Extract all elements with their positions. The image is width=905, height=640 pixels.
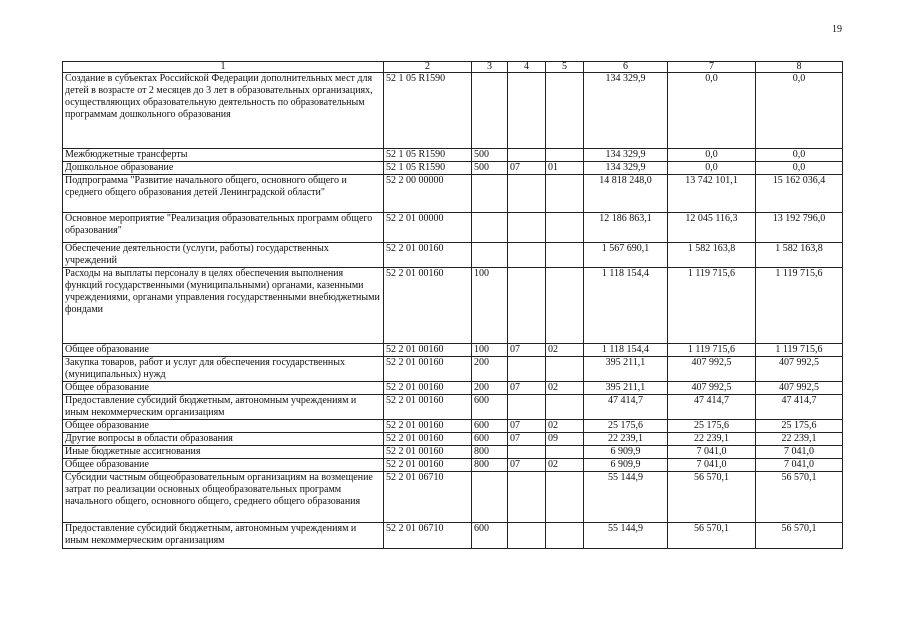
amount-col6-cell: 1 118 154,4 [584, 268, 668, 344]
row-name-cell: Подпрограмма "Развитие начального общего, основного общего и среднего общего образования детей Ленинградской области" [63, 175, 384, 213]
column-header: 8 [756, 62, 843, 73]
amount-col8-cell: 407 992,5 [756, 382, 843, 395]
amount-col8-cell: 13 192 796,0 [756, 213, 843, 243]
amount-col7-cell: 22 239,1 [668, 433, 756, 446]
table-row [63, 162, 843, 175]
table-row [63, 175, 843, 213]
subsection-cell [546, 149, 584, 162]
table-row [63, 433, 843, 446]
row-code-cell: 52 2 01 00160 [384, 268, 472, 344]
section-cell [508, 243, 546, 268]
subsection-cell [546, 243, 584, 268]
table-row [63, 446, 843, 459]
row-name-cell: Межбюджетные трансферты [63, 149, 384, 162]
section-cell [508, 73, 546, 149]
row-name-cell: Обеспечение деятельности (услуги, работы) государственных учреждений [63, 243, 384, 268]
row-name-cell: Закупка товаров, работ и услуг для обеспечения государственных (муниципальных) нужд [63, 357, 384, 382]
amount-col8-cell: 407 992,5 [756, 357, 843, 382]
section-cell [508, 357, 546, 382]
amount-col7-cell: 0,0 [668, 73, 756, 149]
table-row [63, 395, 843, 420]
row-code-cell: 52 2 00 00000 [384, 175, 472, 213]
amount-col8-cell: 56 570,1 [756, 472, 843, 523]
row-name-cell: Общее образование [63, 382, 384, 395]
subsection-cell [546, 268, 584, 344]
row-code-cell: 52 2 01 00160 [384, 357, 472, 382]
amount-col6-cell: 1 118 154,4 [584, 344, 668, 357]
section-cell: 07 [508, 382, 546, 395]
row-name-cell: Иные бюджетные ассигнования [63, 446, 384, 459]
table-row [63, 268, 843, 344]
table-row [63, 243, 843, 268]
column-number-row [63, 62, 843, 73]
expense-type-cell: 800 [472, 446, 508, 459]
amount-col8-cell: 7 041,0 [756, 446, 843, 459]
row-code-cell: 52 2 01 00160 [384, 446, 472, 459]
amount-col7-cell: 7 041,0 [668, 459, 756, 472]
row-name-cell: Общее образование [63, 459, 384, 472]
subsection-cell: 09 [546, 433, 584, 446]
row-name-cell: Другие вопросы в области образования [63, 433, 384, 446]
amount-col6-cell: 12 186 863,1 [584, 213, 668, 243]
budget-table [62, 61, 843, 549]
section-cell: 07 [508, 420, 546, 433]
row-code-cell: 52 2 01 00000 [384, 213, 472, 243]
expense-type-cell: 100 [472, 268, 508, 344]
expense-type-cell: 600 [472, 420, 508, 433]
amount-col8-cell: 47 414,7 [756, 395, 843, 420]
amount-col6-cell: 6 909,9 [584, 446, 668, 459]
subsection-cell: 02 [546, 382, 584, 395]
amount-col8-cell: 1 582 163,8 [756, 243, 843, 268]
section-cell [508, 268, 546, 344]
expense-type-cell [472, 175, 508, 213]
row-code-cell: 52 2 01 00160 [384, 344, 472, 357]
amount-col8-cell: 22 239,1 [756, 433, 843, 446]
subsection-cell: 02 [546, 459, 584, 472]
subsection-cell [546, 523, 584, 549]
amount-col7-cell: 47 414,7 [668, 395, 756, 420]
table-row [63, 149, 843, 162]
subsection-cell: 01 [546, 162, 584, 175]
amount-col7-cell: 407 992,5 [668, 382, 756, 395]
row-code-cell: 52 2 01 00160 [384, 459, 472, 472]
subsection-cell [546, 175, 584, 213]
amount-col7-cell: 7 041,0 [668, 446, 756, 459]
subsection-cell [546, 446, 584, 459]
row-code-cell: 52 1 05 R1590 [384, 73, 472, 149]
amount-col7-cell: 1 119 715,6 [668, 344, 756, 357]
amount-col8-cell: 56 570,1 [756, 523, 843, 549]
row-code-cell: 52 2 01 00160 [384, 395, 472, 420]
table-row [63, 420, 843, 433]
section-cell [508, 149, 546, 162]
amount-col7-cell: 0,0 [668, 149, 756, 162]
table-row [63, 344, 843, 357]
row-name-cell: Субсидии частным общеобразовательным организациям на возмещение затрат по реализации основных общеобразовательных программ начального общего, основного общего, среднего общего образования [63, 472, 384, 523]
amount-col6-cell: 1 567 690,1 [584, 243, 668, 268]
section-cell: 07 [508, 344, 546, 357]
subsection-cell [546, 213, 584, 243]
row-code-cell: 52 2 01 00160 [384, 433, 472, 446]
amount-col8-cell: 0,0 [756, 162, 843, 175]
row-code-cell: 52 2 01 00160 [384, 243, 472, 268]
subsection-cell: 02 [546, 420, 584, 433]
amount-col6-cell: 47 414,7 [584, 395, 668, 420]
expense-type-cell: 600 [472, 523, 508, 549]
table-row [63, 73, 843, 149]
expense-type-cell [472, 472, 508, 523]
column-header: 1 [63, 62, 384, 73]
amount-col7-cell: 56 570,1 [668, 523, 756, 549]
subsection-cell: 02 [546, 344, 584, 357]
subsection-cell [546, 73, 584, 149]
amount-col6-cell: 22 239,1 [584, 433, 668, 446]
amount-col7-cell: 0,0 [668, 162, 756, 175]
section-cell [508, 446, 546, 459]
amount-col6-cell: 25 175,6 [584, 420, 668, 433]
row-code-cell: 52 1 05 R1590 [384, 149, 472, 162]
amount-col6-cell: 6 909,9 [584, 459, 668, 472]
row-name-cell: Основное мероприятие "Реализация образовательных программ общего образования" [63, 213, 384, 243]
amount-col6-cell: 55 144,9 [584, 523, 668, 549]
section-cell: 07 [508, 433, 546, 446]
section-cell [508, 175, 546, 213]
amount-col7-cell: 1 119 715,6 [668, 268, 756, 344]
row-code-cell: 52 2 01 00160 [384, 420, 472, 433]
column-header: 2 [384, 62, 472, 73]
amount-col6-cell: 395 211,1 [584, 357, 668, 382]
expense-type-cell: 500 [472, 162, 508, 175]
subsection-cell [546, 472, 584, 523]
amount-col6-cell: 55 144,9 [584, 472, 668, 523]
subsection-cell [546, 395, 584, 420]
expense-type-cell: 500 [472, 149, 508, 162]
row-name-cell: Предоставление субсидий бюджетным, автономным учреждениям и иным некоммерческим организациям [63, 395, 384, 420]
row-name-cell: Создание в субъектах Российской Федерации дополнительных мест для детей в возрасте от 2 месяцев до 3 лет в образовательных организациях, осуществляющих образовательную деятельность по образовательным программам дошкольного образования [63, 73, 384, 149]
table-row [63, 459, 843, 472]
expense-type-cell: 600 [472, 433, 508, 446]
column-header: 3 [472, 62, 508, 73]
section-cell [508, 395, 546, 420]
column-header: 7 [668, 62, 756, 73]
amount-col8-cell: 15 162 036,4 [756, 175, 843, 213]
table-row [63, 213, 843, 243]
table-row [63, 523, 843, 549]
amount-col7-cell: 56 570,1 [668, 472, 756, 523]
row-name-cell: Предоставление субсидий бюджетным, автономным учреждениям и иным некоммерческим организациям [63, 523, 384, 549]
table-body [63, 62, 843, 549]
subsection-cell [546, 357, 584, 382]
column-header: 5 [546, 62, 584, 73]
amount-col7-cell: 407 992,5 [668, 357, 756, 382]
amount-col6-cell: 134 329,9 [584, 73, 668, 149]
row-name-cell: Расходы на выплаты персоналу в целях обеспечения выполнения функций государственными (муниципальными) органами, казенными учреждениями, органами управления государственными внебюджетными фондами [63, 268, 384, 344]
amount-col8-cell: 25 175,6 [756, 420, 843, 433]
amount-col6-cell: 134 329,9 [584, 162, 668, 175]
row-name-cell: Общее образование [63, 344, 384, 357]
row-code-cell: 52 2 01 06710 [384, 472, 472, 523]
amount-col8-cell: 1 119 715,6 [756, 344, 843, 357]
table-row [63, 382, 843, 395]
expense-type-cell: 200 [472, 382, 508, 395]
expense-type-cell: 200 [472, 357, 508, 382]
column-header: 4 [508, 62, 546, 73]
table-row [63, 357, 843, 382]
table-row [63, 472, 843, 523]
section-cell [508, 213, 546, 243]
section-cell [508, 472, 546, 523]
row-name-cell: Общее образование [63, 420, 384, 433]
section-cell [508, 523, 546, 549]
expense-type-cell: 600 [472, 395, 508, 420]
expense-type-cell: 800 [472, 459, 508, 472]
expense-type-cell [472, 243, 508, 268]
amount-col7-cell: 25 175,6 [668, 420, 756, 433]
amount-col8-cell: 7 041,0 [756, 459, 843, 472]
expense-type-cell [472, 73, 508, 149]
page-number: 19 [832, 24, 842, 35]
amount-col8-cell: 0,0 [756, 73, 843, 149]
expense-type-cell: 100 [472, 344, 508, 357]
amount-col7-cell: 13 742 101,1 [668, 175, 756, 213]
amount-col6-cell: 395 211,1 [584, 382, 668, 395]
amount-col6-cell: 14 818 248,0 [584, 175, 668, 213]
row-code-cell: 52 1 05 R1590 [384, 162, 472, 175]
section-cell: 07 [508, 459, 546, 472]
column-header: 6 [584, 62, 668, 73]
section-cell: 07 [508, 162, 546, 175]
amount-col8-cell: 1 119 715,6 [756, 268, 843, 344]
amount-col6-cell: 134 329,9 [584, 149, 668, 162]
amount-col8-cell: 0,0 [756, 149, 843, 162]
row-code-cell: 52 2 01 00160 [384, 382, 472, 395]
row-code-cell: 52 2 01 06710 [384, 523, 472, 549]
amount-col7-cell: 1 582 163,8 [668, 243, 756, 268]
row-name-cell: Дошкольное образование [63, 162, 384, 175]
expense-type-cell [472, 213, 508, 243]
amount-col7-cell: 12 045 116,3 [668, 213, 756, 243]
